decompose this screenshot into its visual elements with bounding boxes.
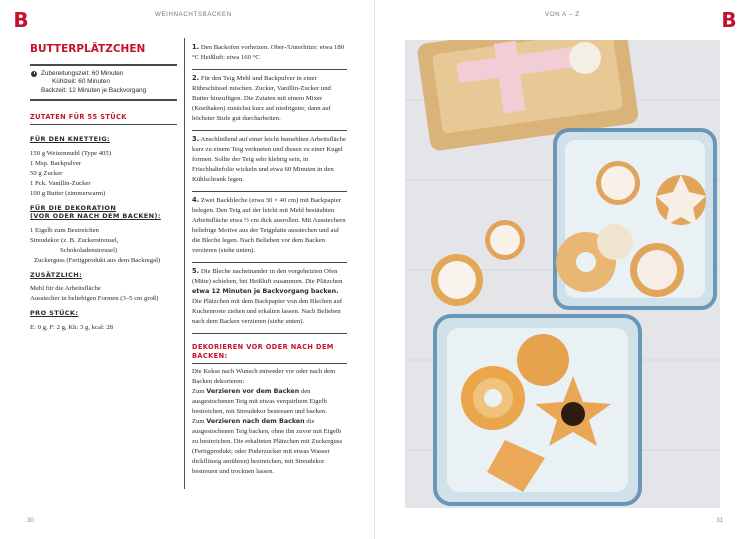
decorate-word: Zum bbox=[192, 388, 205, 395]
chill-time: Kühlzeit: 60 Minuten bbox=[52, 78, 110, 86]
ingredient: 150 g Weizenmehl (Type 405) bbox=[30, 149, 111, 157]
step-text: Für den Teig Mehl und Backpulver in einer Rührschüssel mischen. Zucker, Vanillin-Zucker und Butter hinzufügen. Die Zutaten mit einem Mixer (Knethaken) zunächst kurz auf niedrigster, dann auf höchster Stufe gut durcharbeiten. bbox=[192, 75, 331, 122]
decoration-list bbox=[30, 226, 177, 266]
recipe-title: BUTTERPLÄTZCHEN bbox=[30, 43, 146, 55]
cookies-photo bbox=[405, 40, 720, 508]
extra-heading: ZUSÄTZLICH: bbox=[30, 270, 83, 279]
decoration-heading-line2: (VOR ODER NACH DEM BACKEN): bbox=[30, 212, 161, 221]
page-number-left: 30 bbox=[27, 518, 34, 524]
divider bbox=[30, 124, 177, 125]
dough-heading: FÜR DEN KNETTEIG: bbox=[30, 135, 111, 144]
dough-list bbox=[30, 149, 177, 199]
per-piece-heading: PRO STÜCK: bbox=[30, 309, 79, 318]
decoration-heading-line1: FÜR DIE DEKORATION bbox=[30, 203, 117, 212]
column-divider bbox=[184, 38, 185, 489]
step-1 bbox=[192, 38, 347, 69]
ingredient: Mehl für die Arbeitsfläche bbox=[30, 285, 101, 293]
step-4 bbox=[192, 192, 347, 262]
running-header-left: WEIHNACHTSBACKEN bbox=[155, 11, 232, 18]
step-5 bbox=[192, 263, 347, 333]
decorate-body: den ausgestochenen Teig mit etwas verquirltem Eigelb bestreichen, mit Streudekor bestreuen und backen. bbox=[192, 388, 328, 415]
section-letter-badge-right: B bbox=[721, 8, 737, 32]
step-text: Zwei Backbleche (etwa 30 × 40 cm) mit Backpapier belegen. Den Teig auf der leicht mit Mehl bestäubten Arbeitsfläche etwa ½ cm dick ausrollen. Mit Ausstechern beliebige Motive aus der Teigplatte ausstechen und auf die Bleche legen. Nach Belieben vor dem Backen verzieren (siehe unten). bbox=[192, 197, 346, 254]
bake-time: Backzeit: 12 Minuten je Backvorgang bbox=[41, 86, 147, 94]
prep-time: Zubereitungszeit: 60 Minuten bbox=[41, 70, 124, 77]
decorate-intro: Die Kekse nach Wunsch entweder vor oder nach dem Backen dekorieren: bbox=[192, 368, 336, 385]
divider bbox=[192, 333, 347, 334]
step-2 bbox=[192, 70, 347, 130]
step-text: Anschließend auf einer leicht bemehlten Arbeitsfläche kurz zu einem Teig verkneten und diesen zu einer Kugel formen. Sollte der Teig sehr klebrig sein, in Frischhaltefolie wickeln und etwa 60 Minuten in den Kühlschrank legen. bbox=[192, 136, 346, 183]
decoration-heading bbox=[30, 204, 177, 221]
decorate-emphasis: Verzieren vor dem Backen bbox=[206, 388, 300, 395]
decorate-emphasis: Verzieren nach dem Backen bbox=[206, 418, 305, 425]
running-header-right: VON A – Z bbox=[545, 11, 580, 18]
step-number: 2. bbox=[192, 74, 200, 82]
decorate-body: die ausgestochenen Teig backen, ohne ihn zuvor mit Eigelb zu bestreichen. Die erkalteten Plätzchen mit Zuckerguss (Fertigprodukt; oder Puderzucker mit etwas Wasser dickflüssig anrühren) bestreichen, mit Streudekor bestreuen und trocknen lassen. bbox=[192, 418, 343, 475]
step-emphasis: etwa 12 Minuten je Backvorgang backen. bbox=[192, 288, 339, 295]
step-3 bbox=[192, 131, 347, 191]
extra-list bbox=[30, 284, 177, 304]
ingredient: Streudekor (z. B. Zuckerstreusel, bbox=[30, 236, 119, 244]
ingredient: 50 g Zucker bbox=[30, 169, 63, 177]
ingredient: Ausstecher in beliebigen Formen (3–5 cm groß) bbox=[30, 295, 159, 303]
ingredient: 1 Eigelb zum Bestreichen bbox=[30, 226, 99, 234]
ingredient: 1 Pck. Vanillin-Zucker bbox=[30, 179, 91, 187]
step-text: Die Bleche nacheinander in den vorgeheizten Ofen (Mitte) schieben, bei Heißluft zusammen. Die Plätzchen bbox=[192, 268, 343, 285]
right-page bbox=[375, 0, 750, 539]
divider bbox=[30, 99, 177, 101]
step-text: Die Plätzchen mit dem Backpapier von den Blechen auf Kuchenroste ziehen und erkalten lassen. Nach Belieben nach dem Backen verzieren (siehe unten). bbox=[192, 298, 343, 325]
yield-heading: ZUTATEN FÜR 55 STÜCK bbox=[30, 112, 127, 121]
ingredient: Zuckerguss (Fertigprodukt aus dem Backregal) bbox=[34, 256, 161, 264]
ingredient: Schokoladenstreusel) bbox=[60, 246, 118, 254]
cookies-photo-illustration bbox=[405, 40, 720, 508]
steps-column bbox=[192, 38, 347, 477]
ingredient: 1 Msp. Backpulver bbox=[30, 159, 82, 167]
ingredient: 100 g Butter (zimmerwarm) bbox=[30, 189, 106, 197]
decorate-heading: DEKORIEREN VOR ODER NACH DEM BACKEN: bbox=[192, 343, 334, 360]
section-letter-badge: B bbox=[13, 8, 29, 32]
step-number: 1. bbox=[192, 43, 200, 51]
step-number: 4. bbox=[192, 196, 200, 204]
step-text: Den Backofen vorheizen. Ober-/Unterhitze: etwa 180 °C Heißluft: etwa 160 °C bbox=[192, 44, 345, 61]
clock-icon bbox=[31, 71, 37, 77]
page-number-right: 31 bbox=[716, 518, 723, 524]
decorate-text bbox=[192, 364, 347, 477]
ingredients-column bbox=[30, 38, 177, 333]
times-block bbox=[30, 66, 177, 99]
step-number: 5. bbox=[192, 267, 200, 275]
nutrition-info: E: 0 g, F: 2 g, Kh: 3 g, kcal: 28 bbox=[30, 323, 114, 331]
step-number: 3. bbox=[192, 135, 200, 143]
decorate-word: Zum bbox=[192, 418, 205, 425]
